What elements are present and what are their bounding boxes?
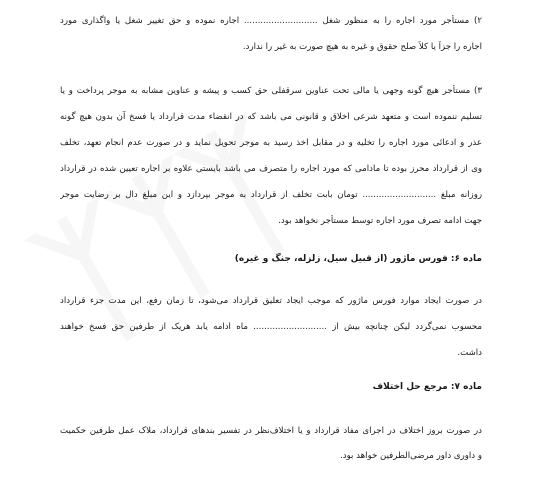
clause-3-line-5: روزانه مبلغ ........................... تومان بابت تخلف از قرارداد به موجر بپردازد و این مبلغ دال بر رضایت موجر (60, 190, 482, 200)
article-6-title: ماده ۶: فورس ماژور (از قبیل سیل، زلزله، جنگ و غیره) (234, 254, 482, 264)
article-7-title: ماده ۷: مرجع حل اختلاف (372, 382, 482, 392)
article-7-line-2: و داوری داور مرضی‌الطرفین خواهد بود. (340, 451, 482, 461)
clause-3-line-1: ۳) مستأجر هیچ گونه وجهی یا مالی تحت عناوین سرقفلی حق کسب و پیشه و عناوین مشابه به موجر پرداخت و یا (60, 86, 482, 96)
clause-3-line-3: عذر و ادعائی مورد اجاره را تخلیه و در مقابل اخذ رسید به موجر تحویل نماید و در صورت عدم انجام تعهد، تخلف (60, 138, 482, 148)
clause-3-line-2: تسلیم ننموده است و متعهد شرعی اخلاق و قانونی می باشد که در انقضاء مدت قرارداد یا فسخ آن بدون هیچ گونه (60, 112, 482, 122)
clause-2-line-2: اجاره را جزاً یا کلاً صلح حقوق و غیره به هیچ صورت به غیر را ندارد. (242, 42, 482, 52)
clause-2-line-1: ۲) مستأجر مورد اجاره را به منظور شغل ........................... اجاره نموده و حق تغییر شغل یا واگذاری مورد (60, 16, 482, 26)
clause-3-line-6: جهت ادامه تصرف مورد اجاره توسط مستأجر نخواهد بود. (278, 216, 482, 226)
article-6-line-2: محسوب نمی‌گردد لیکن چنانچه بیش از ........................... ماه ادامه یابد هریک از طرفین حق فسخ خواهند (60, 322, 482, 332)
article-7-line-1: در صورت بروز اختلاف در اجرای مفاد قرارداد و یا اختلاف‌نظر در تفسیر بندهای قرارداد، ملاک عمل طرفین حکمیت (60, 426, 482, 436)
article-6-line-3: داشت. (457, 348, 482, 358)
clause-3-line-4: وی از قرارداد محرز بوده تا مادامی که مورد اجاره را متصرف می باشد بایستی علاوه بر اجاره تعیین شده در قرارداد (60, 164, 482, 174)
article-6-line-1: در صورت ایجاد موارد فورس ماژور که موجب ایجاد تعلیق قرارداد می‌شود، تا زمان رفع، این مدت جزء قرارداد (60, 296, 482, 306)
